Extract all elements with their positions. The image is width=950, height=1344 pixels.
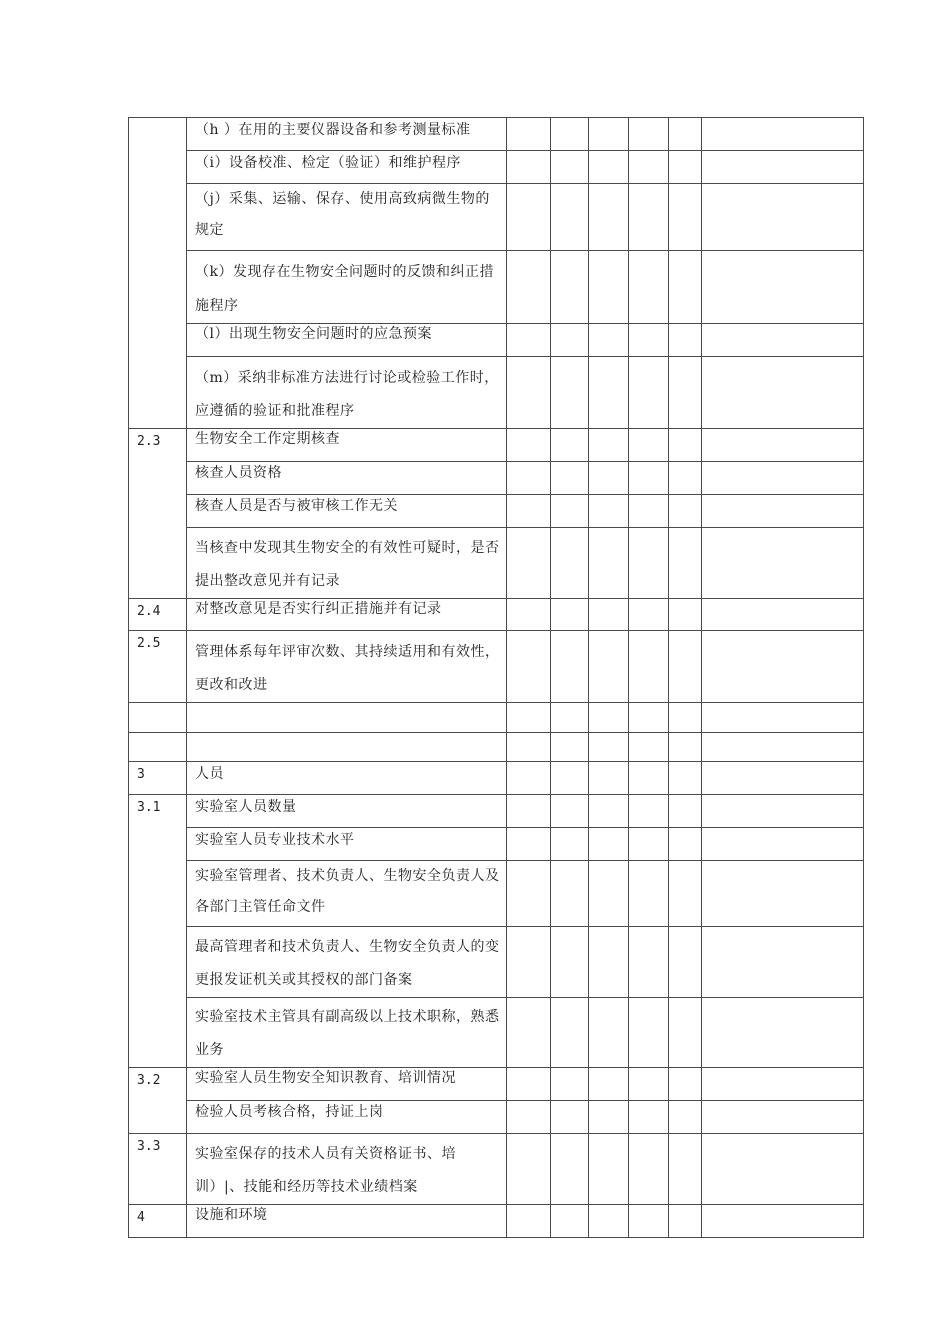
item-number: 3 [129,762,187,795]
check-cell[interactable] [507,1068,551,1101]
item-text: 实验室技术主管具有副高级以上技术职称，熟悉业务 [187,998,507,1068]
item-text: （l）出现生物安全问题时的应急预案 [187,324,507,357]
item-text: 实验室人员数量 [187,795,507,828]
item-text: 核查人员资格 [187,462,507,495]
check-cell[interactable] [551,828,589,861]
table-row [129,251,864,324]
check-cell[interactable] [589,998,629,1068]
check-cell[interactable] [629,998,669,1068]
check-cell[interactable] [629,251,669,324]
check-cell[interactable] [669,998,702,1068]
check-cell[interactable] [507,462,551,495]
check-cell[interactable] [629,429,669,462]
check-cell[interactable] [669,118,702,151]
remark-cell[interactable] [702,495,864,528]
table-row [129,429,864,462]
item-number: 3.3 [129,1134,187,1205]
check-cell[interactable] [551,324,589,357]
check-cell[interactable] [669,927,702,998]
table-row [129,828,864,861]
check-cell[interactable] [589,828,629,861]
check-cell[interactable] [507,118,551,151]
check-cell[interactable] [629,861,669,927]
check-cell[interactable] [589,495,629,528]
check-cell[interactable] [669,1134,702,1205]
check-cell[interactable] [589,1068,629,1101]
check-cell[interactable] [669,357,702,429]
check-cell[interactable] [589,599,629,631]
remark-cell[interactable] [702,1205,864,1238]
check-cell[interactable] [551,795,589,828]
item-number: 2.3 [129,429,187,599]
check-cell[interactable] [629,828,669,861]
item-text: （h ）在用的主要仪器设备和参考测量标准 [187,118,507,151]
check-cell[interactable] [589,762,629,795]
item-number [129,703,187,733]
table-row [129,998,864,1068]
check-cell[interactable] [551,184,589,251]
check-cell[interactable] [589,733,629,762]
check-cell[interactable] [669,1101,702,1134]
check-cell[interactable] [507,1101,551,1134]
table-row [129,528,864,599]
check-cell[interactable] [629,795,669,828]
table-row [129,733,864,762]
check-cell[interactable] [669,762,702,795]
table-row [129,462,864,495]
table-row [129,151,864,184]
check-cell[interactable] [669,462,702,495]
check-cell[interactable] [507,733,551,762]
check-cell[interactable] [551,357,589,429]
check-cell[interactable] [629,528,669,599]
check-cell[interactable] [507,528,551,599]
check-cell[interactable] [669,1068,702,1101]
table-row [129,1068,864,1101]
check-cell[interactable] [507,599,551,631]
check-cell[interactable] [551,495,589,528]
check-cell[interactable] [669,429,702,462]
item-text [187,733,507,762]
check-cell[interactable] [551,1134,589,1205]
check-cell[interactable] [629,118,669,151]
check-cell[interactable] [507,251,551,324]
check-cell[interactable] [629,1134,669,1205]
check-cell[interactable] [551,762,589,795]
item-text: 实验室人员专业技术水平 [187,828,507,861]
table-row [129,118,864,151]
check-cell[interactable] [589,1205,629,1238]
check-cell[interactable] [507,1134,551,1205]
check-cell[interactable] [669,795,702,828]
check-cell[interactable] [551,733,589,762]
check-cell[interactable] [551,631,589,703]
check-cell[interactable] [551,429,589,462]
remark-cell[interactable] [702,324,864,357]
check-cell[interactable] [629,762,669,795]
item-number [129,118,187,429]
check-cell[interactable] [589,251,629,324]
table-row [129,1134,864,1205]
table-row [129,324,864,357]
remark-cell[interactable] [702,927,864,998]
check-cell[interactable] [589,429,629,462]
check-cell[interactable] [589,184,629,251]
item-number: 2.5 [129,631,187,703]
item-text: 当核查中发现其生物安全的有效性可疑时，是否提出整改意见并有记录 [187,528,507,599]
check-cell[interactable] [629,1101,669,1134]
check-cell[interactable] [551,703,589,733]
check-cell[interactable] [629,631,669,703]
table-row [129,762,864,795]
item-text: （m）采纳非标准方法进行讨论或检验工作时，应遵循的验证和批准程序 [187,357,507,429]
check-cell[interactable] [551,1205,589,1238]
item-text: 核查人员是否与被审核工作无关 [187,495,507,528]
check-cell[interactable] [669,733,702,762]
check-cell[interactable] [629,1205,669,1238]
check-cell[interactable] [507,762,551,795]
check-cell[interactable] [669,324,702,357]
item-number: 3.2 [129,1068,187,1134]
check-cell[interactable] [669,495,702,528]
check-cell[interactable] [669,631,702,703]
check-cell[interactable] [507,184,551,251]
check-cell[interactable] [669,599,702,631]
remark-cell[interactable] [702,429,864,462]
check-cell[interactable] [669,528,702,599]
check-cell[interactable] [507,828,551,861]
check-cell[interactable] [589,357,629,429]
table-row [129,357,864,429]
check-cell[interactable] [629,703,669,733]
check-cell[interactable] [589,151,629,184]
table-row [129,184,864,251]
check-cell[interactable] [551,151,589,184]
check-cell[interactable] [551,1068,589,1101]
remark-cell[interactable] [702,1134,864,1205]
check-cell[interactable] [669,828,702,861]
check-cell[interactable] [629,495,669,528]
inspection-checklist-table [128,117,864,1238]
check-cell[interactable] [589,631,629,703]
item-text [187,703,507,733]
remark-cell[interactable] [702,599,864,631]
check-cell[interactable] [551,998,589,1068]
remark-cell[interactable] [702,703,864,733]
check-cell[interactable] [551,861,589,927]
remark-cell[interactable] [702,184,864,251]
table-row [129,703,864,733]
check-cell[interactable] [629,151,669,184]
remark-cell[interactable] [702,1101,864,1134]
table-row [129,861,864,927]
check-cell[interactable] [589,528,629,599]
remark-cell[interactable] [702,462,864,495]
check-cell[interactable] [629,599,669,631]
table-row [129,927,864,998]
check-cell[interactable] [507,1205,551,1238]
check-cell[interactable] [551,927,589,998]
item-text: 设施和环境 [187,1205,507,1238]
check-cell[interactable] [507,703,551,733]
remark-cell[interactable] [702,861,864,927]
check-cell[interactable] [507,927,551,998]
check-cell[interactable] [629,1068,669,1101]
remark-cell[interactable] [702,762,864,795]
item-number: 4 [129,1205,187,1238]
check-cell[interactable] [669,251,702,324]
remark-cell[interactable] [702,528,864,599]
item-number: 2.4 [129,599,187,631]
item-text: （k）发现存在生物安全问题时的反馈和纠正措施程序 [187,251,507,324]
check-cell[interactable] [551,599,589,631]
check-cell[interactable] [669,1205,702,1238]
check-cell[interactable] [507,357,551,429]
item-text: （i）设备校准、检定（验证）和维护程序 [187,151,507,184]
item-text: 对整改意见是否实行纠正措施并有记录 [187,599,507,631]
item-number: 3.1 [129,795,187,1068]
check-cell[interactable] [629,324,669,357]
remark-cell[interactable] [702,795,864,828]
check-cell[interactable] [551,528,589,599]
check-cell[interactable] [507,429,551,462]
remark-cell[interactable] [702,828,864,861]
table-row [129,495,864,528]
item-text: 检验人员考核合格，持证上岗 [187,1101,507,1134]
check-cell[interactable] [629,927,669,998]
check-cell[interactable] [551,251,589,324]
remark-cell[interactable] [702,251,864,324]
item-text: 实验室管理者、技术负责人、生物安全负责人及各部门主管任命文件 [187,861,507,927]
check-cell[interactable] [589,703,629,733]
remark-cell[interactable] [702,1068,864,1101]
check-cell[interactable] [589,861,629,927]
check-cell[interactable] [589,927,629,998]
item-text: 最高管理者和技术负责人、生物安全负责人的变更报发证机关或其授权的部门备案 [187,927,507,998]
check-cell[interactable] [551,1101,589,1134]
check-cell[interactable] [507,861,551,927]
remark-cell[interactable] [702,357,864,429]
remark-cell[interactable] [702,998,864,1068]
check-cell[interactable] [589,1101,629,1134]
check-cell[interactable] [629,357,669,429]
check-cell[interactable] [589,1134,629,1205]
check-cell[interactable] [507,324,551,357]
check-cell[interactable] [507,151,551,184]
item-text: 实验室人员生物安全知识教育、培训情况 [187,1068,507,1101]
check-cell[interactable] [589,118,629,151]
check-cell[interactable] [669,703,702,733]
check-cell[interactable] [507,795,551,828]
item-text: 人员 [187,762,507,795]
table-row [129,599,864,631]
check-cell[interactable] [669,861,702,927]
check-cell[interactable] [629,462,669,495]
item-text: 生物安全工作定期核查 [187,429,507,462]
check-cell[interactable] [589,324,629,357]
check-cell[interactable] [507,495,551,528]
check-cell[interactable] [551,118,589,151]
item-text: （j）采集、运输、保存、使用高致病微生物的规定 [187,184,507,251]
table-row [129,631,864,703]
table-row [129,1101,864,1134]
check-cell[interactable] [669,151,702,184]
remark-cell[interactable] [702,631,864,703]
check-cell[interactable] [669,184,702,251]
check-cell[interactable] [629,184,669,251]
item-number [129,733,187,762]
remark-cell[interactable] [702,151,864,184]
remark-cell[interactable] [702,118,864,151]
check-cell[interactable] [551,462,589,495]
table-row [129,795,864,828]
item-text: 实验室保存的技术人员有关资格证书、培训）|、技能和经历等技术业绩档案 [187,1134,507,1205]
table-row [129,1205,864,1238]
check-cell[interactable] [629,733,669,762]
check-cell[interactable] [507,631,551,703]
item-text: 管理体系每年评审次数、其持续适用和有效性，更改和改进 [187,631,507,703]
check-cell[interactable] [589,795,629,828]
check-cell[interactable] [507,998,551,1068]
check-cell[interactable] [589,462,629,495]
remark-cell[interactable] [702,733,864,762]
